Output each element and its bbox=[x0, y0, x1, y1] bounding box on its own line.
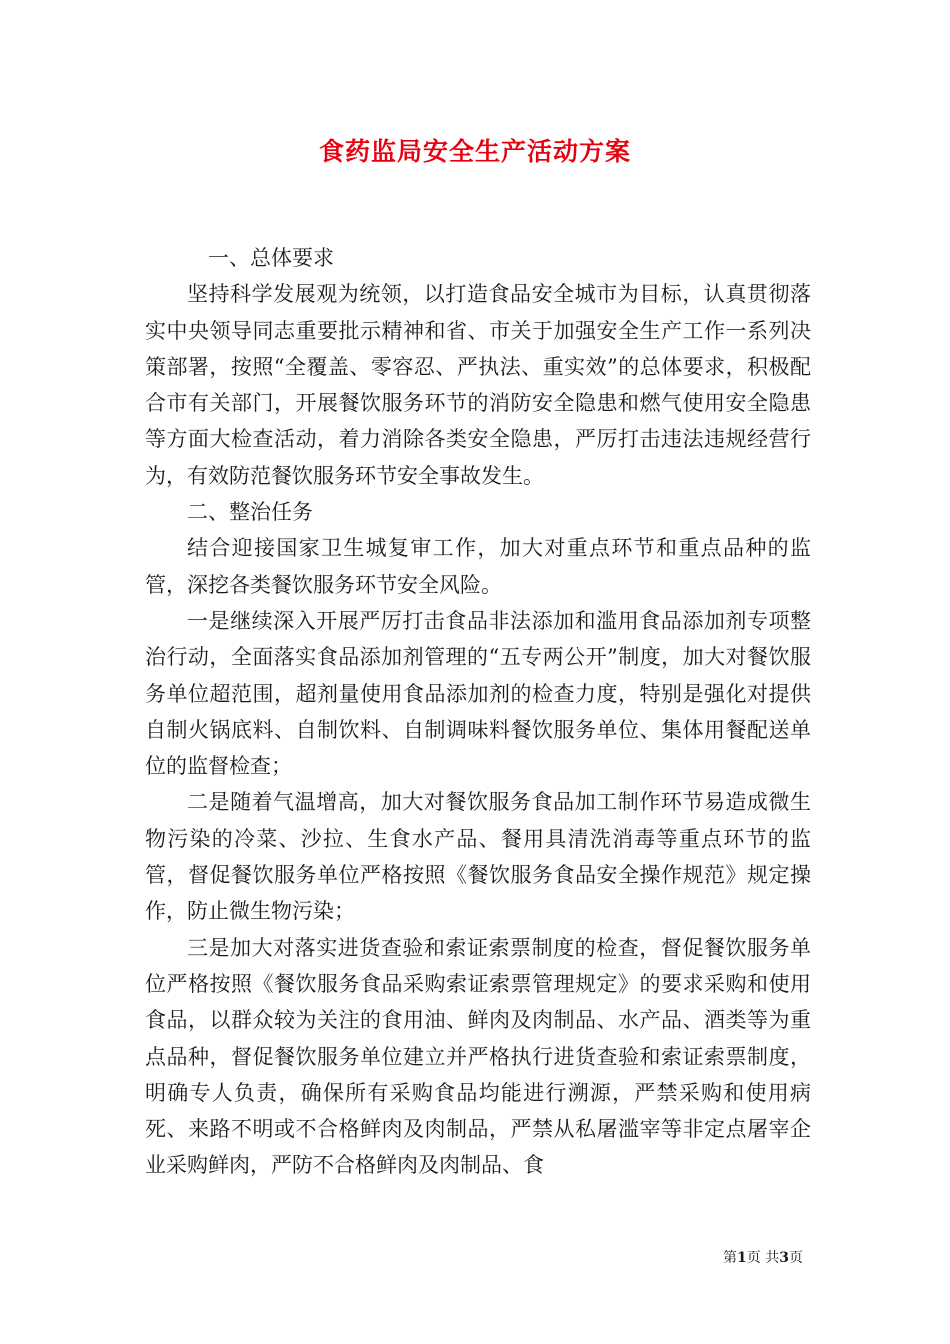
document-body bbox=[145, 240, 811, 1184]
footer-prefix: 第 bbox=[723, 1250, 738, 1266]
page-number-footer bbox=[723, 1247, 803, 1267]
section-heading-overall-requirements: 一、总体要求 bbox=[208, 246, 334, 270]
paragraph-task-three: 三是加大对落实进货查验和索证索票制度的检查，督促餐饮服务单位严格按照《餐饮服务食品采购索证索票管理规定》的要求采购和使用食品，以群众较为关注的食用油、鲜肉及肉制品、水产品、酒类等为重点品种，督促餐饮服务单位建立并严格执行进货查验和索证索票制度，明确专人负责，确保所有采购食品均能进行溯源，严禁采购和使用病死、来路不明或不合格鲜肉及肉制品，严禁从私屠滥宰等非定点屠宰企业采购鲜肉，严防不合格鲜肉及肉制品、食 bbox=[145, 935, 811, 1178]
paragraph-tasks-intro: 结合迎接国家卫生城复审工作，加大对重点环节和重点品种的监管，深挖各类餐饮服务环节安全风险。 bbox=[145, 536, 811, 597]
footer-current-page: 1 bbox=[737, 1250, 747, 1266]
footer-middle: 页 共 bbox=[746, 1250, 780, 1266]
document-title: 食药监局安全生产活动方案 bbox=[318, 137, 631, 166]
paragraph-overall-requirements: 坚持科学发展观为统领，以打造食品安全城市为目标，认真贯彻落实中央领导同志重要批示精神和省、市关于加强安全生产工作一系列决策部署，按照“全覆盖、零容忍、严执法、重实效”的总体要求，积极配合市有关部门，开展餐饮服务环节的消防安全隐患和燃气使用安全隐患等方面大检查活动，着力消除各类安全隐患，严厉打击违法违规经营行为，有效防范餐饮服务环节安全事故发生。 bbox=[145, 282, 811, 488]
footer-total-pages: 3 bbox=[779, 1250, 789, 1266]
footer-suffix: 页 bbox=[789, 1250, 803, 1266]
paragraph-task-one: 一是继续深入开展严厉打击食品非法添加和滥用食品添加剂专项整治行动，全面落实食品添加剂管理的“五专两公开”制度，加大对餐饮服务单位超范围，超剂量使用食品添加剂的检查力度，特别是强化对提供自制火锅底料、自制饮料、自制调味料餐饮服务单位、集体用餐配送单位的监督检查； bbox=[145, 608, 811, 779]
section-heading-rectification-tasks: 二、整治任务 bbox=[187, 500, 313, 525]
paragraph-task-two: 二是随着气温增高，加大对餐饮服务食品加工制作环节易造成微生物污染的冷菜、沙拉、生食水产品、餐用具清洗消毒等重点环节的监管，督促餐饮服务单位严格按照《餐饮服务食品安全操作规范》规定操作，防止微生物污染； bbox=[145, 790, 811, 924]
